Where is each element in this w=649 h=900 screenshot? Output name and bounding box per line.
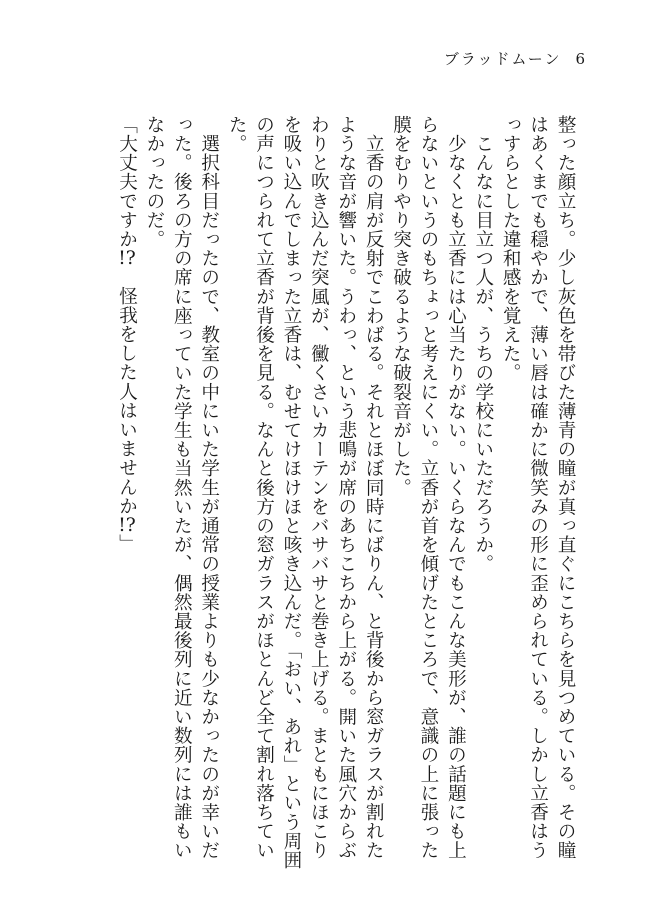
dialogue-text: 」: [116, 534, 138, 554]
dialogue-line: [113, 115, 140, 875]
vertical-body-text: [113, 115, 579, 875]
exclamation-question-mark: !?: [118, 515, 136, 535]
paragraph: 整った顔立ち。少し灰色を帯びた薄青の瞳が真っ直ぐにこちらを見つめている。その瞳はあくまでも穏やかで、薄い唇は確かに微笑みの形に歪められている。しかし立香はうっすらとした違和感を覚えた。: [500, 115, 576, 860]
dialogue-text: 怪我をした人はいませんか: [116, 267, 138, 516]
paragraph: 選択科目だったので、教室の中にいた学生が通常の授業よりも少なかったのが幸いだった。後ろの方の席に座っていた学生も当然いたが、偶然最後列に近い数列には誰もいなかったのだ。: [143, 115, 220, 860]
paragraph: 立香の肩が反射でこわばる。それとほぼ同時にばりん、と背後から窓ガラスが割れたような音が響いた。うわっ、という悲鳴が席のあちこちから上がる。開いた風穴からぶわりと吹き込んだ突風が、黴くさいカーテンをバサバサと巻き上げる。まともにほこりを吸い込んでしまった立香は、むせてけほけほと咳き込んだ。「おい、あれ」という周囲の声につられて立香が背後を見る。なんと後方の窓ガラスがほとんど全て割れ落ちていた。: [226, 115, 385, 870]
paragraph: 少なくとも立香には心当たりがない。いくらなんでもこんな美形が、誰の話題にも上らないというのもちょっと考えにくい。立香が首を傾げたところで、意識の上に張った膜をむりやり突き破るような破裂音がした。: [390, 115, 467, 860]
paragraph: こんなに目立つ人が、うちの学校にいただろうか。: [472, 115, 494, 574]
dialogue-text: 「大丈夫ですか: [116, 115, 138, 249]
book-title: ブラッドムーン: [443, 50, 562, 68]
exclamation-question-mark: !?: [118, 248, 136, 268]
page-number: 6: [575, 50, 587, 68]
running-head: [444, 48, 587, 69]
